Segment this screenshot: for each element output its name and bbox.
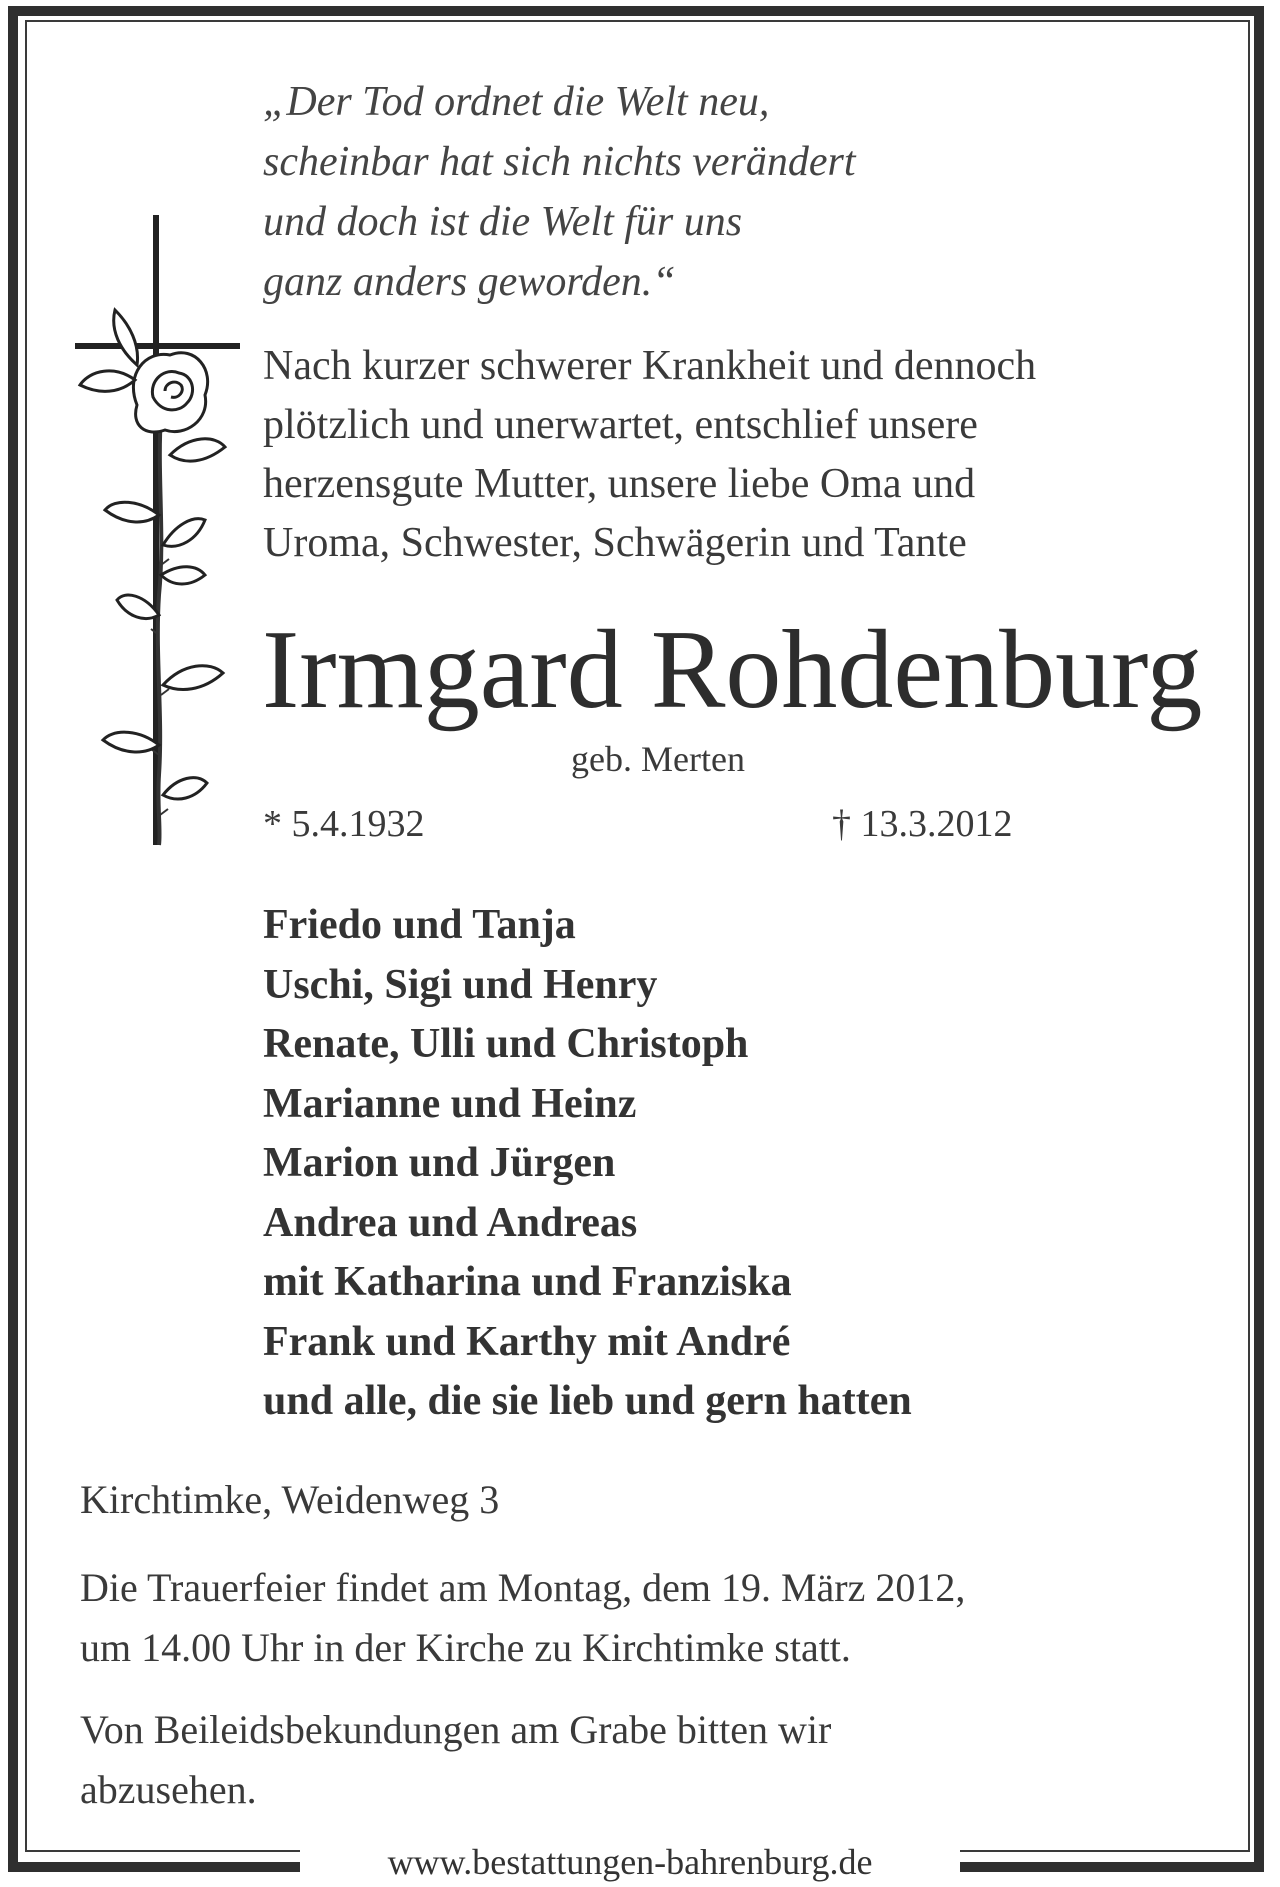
ceremony-line: Die Trauerfeier findet am Montag, dem 19. März 2012, <box>80 1565 966 1610</box>
footer-url[interactable]: www.bestattungen-bahrenburg.de <box>387 1842 873 1882</box>
list-item: Andrea und Andreas <box>263 1199 638 1246</box>
intro-text <box>263 337 1223 573</box>
maiden-name: geb. Merten <box>571 739 745 779</box>
quote-line: scheinbar hat sich nichts verändert <box>263 139 856 185</box>
condolence-notice <box>80 1700 831 1820</box>
list-item: Friedo und Tanja <box>263 902 576 948</box>
list-item: Marianne und Heinz <box>263 1080 637 1127</box>
quote <box>263 72 1163 312</box>
list-item: mit Katharina und Franziska <box>263 1259 792 1305</box>
list-item: und alle, die sie lieb und gern hatten <box>263 1378 912 1424</box>
condolence-line: Von Beileidsbekundungen am Grabe bitten wir <box>80 1707 832 1752</box>
list-item: Frank und Karthy mit André <box>263 1318 791 1365</box>
intro-line: plötzlich und unerwartet, entschlief unsere <box>263 402 978 448</box>
quote-line: ganz anders geworden.“ <box>263 259 676 305</box>
quote-line: und doch ist die Welt für uns <box>263 199 743 245</box>
list-item: Uschi, Sigi und Henry <box>263 961 658 1008</box>
intro-line: herzensgute Mutter, unsere liebe Oma und <box>263 461 976 507</box>
list-item: Marion und Jürgen <box>263 1140 616 1186</box>
list-item: Renate, Ulli und Christoph <box>263 1021 749 1067</box>
ceremony-notice <box>80 1558 965 1678</box>
ceremony-line: um 14.00 Uhr in der Kirche zu Kirchtimke statt. <box>80 1625 851 1670</box>
birth-date: * 5.4.1932 <box>263 803 425 845</box>
intro-line: Uroma, Schwester, Schwägerin und Tante <box>263 520 967 566</box>
deceased-name: Irmgard Rohdenburg <box>262 608 1203 732</box>
address: Kirchtimke, Weidenweg 3 <box>80 1477 500 1522</box>
death-date: † 13.3.2012 <box>832 803 1013 845</box>
mourners-list <box>263 896 912 1432</box>
condolence-line: abzusehen. <box>80 1767 257 1812</box>
quote-line: „Der Tod ordnet die Welt neu, <box>263 79 770 125</box>
cross-with-rose-icon <box>75 215 245 855</box>
intro-line: Nach kurzer schwerer Krankheit und dennoch <box>263 343 1037 389</box>
